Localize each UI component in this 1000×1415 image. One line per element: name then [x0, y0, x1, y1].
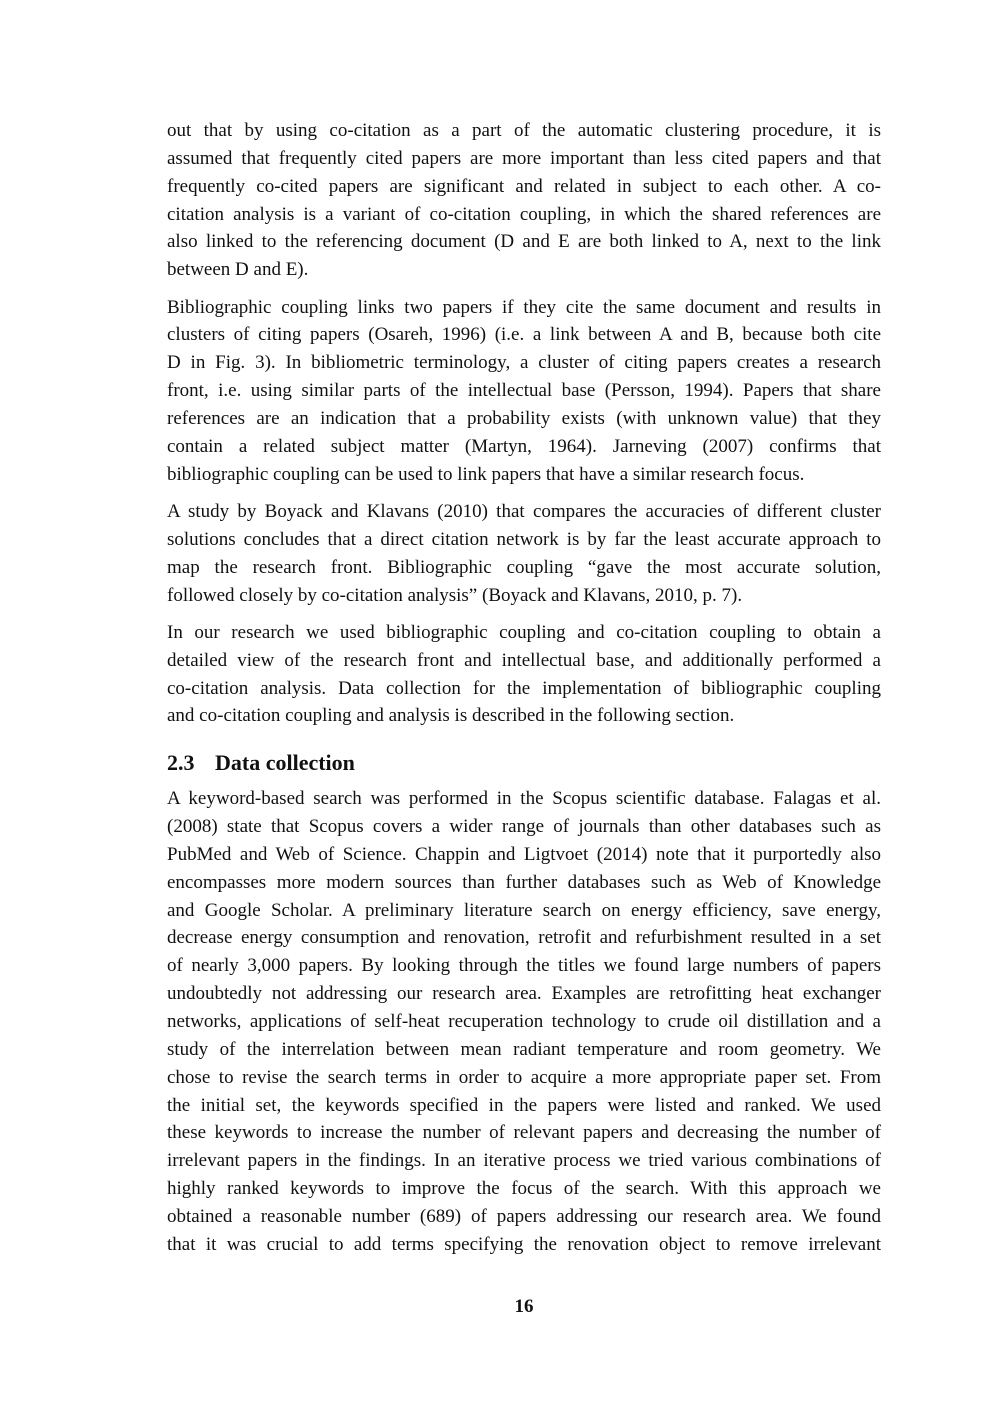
text-line: (2008) state that Scopus covers a wider range of journals than other databases such as [167, 816, 881, 838]
text-line: contain a related subject matter (Martyn, 1964). Jarneving (2007) confirms that [167, 435, 881, 457]
text-line: networks, applications of self-heat recuperation technology to crude oil distillation and a [167, 1010, 881, 1032]
paragraph [167, 498, 881, 609]
text-line: study of the interrelation between mean radiant temperature and room geometry. We [167, 1038, 881, 1060]
paragraph [167, 785, 881, 1258]
text-line: followed closely by co-citation analysis” (Boyack and Klavans, 2010, p. 7). [167, 584, 743, 606]
text-line: obtained a reasonable number (689) of papers addressing our research area. We found [167, 1205, 881, 1227]
paragraphs-top [167, 117, 881, 730]
text-line: citation analysis is a variant of co-citation coupling, in which the shared references are [167, 203, 881, 225]
text-line: also linked to the referencing document (D and E are both linked to A, next to the link [167, 231, 881, 253]
section-heading [167, 748, 881, 778]
text-line: and co-citation coupling and analysis is described in the following section. [167, 705, 735, 727]
text-line: bibliographic coupling can be used to link papers that have a similar research focus. [167, 463, 805, 485]
text-line: frequently co-cited papers are significant and related in subject to each other. A co- [167, 175, 881, 197]
text-line: highly ranked keywords to improve the focus of the search. With this approach we [167, 1178, 881, 1200]
text-line: decrease energy consumption and renovation, retrofit and refurbishment resulted in a set [167, 927, 881, 949]
text-line: PubMed and Web of Science. Chappin and Ligtvoet (2014) note that it purportedly also [167, 843, 881, 865]
text-line: detailed view of the research front and intellectual base, and additionally performed a [167, 649, 881, 671]
text-line: A study by Boyack and Klavans (2010) that compares the accuracies of different cluster [167, 500, 881, 522]
text-line: chose to revise the search terms in order to acquire a more appropriate paper set. From [167, 1066, 881, 1088]
text-line: undoubtedly not addressing our research area. Examples are retrofitting heat exchanger [167, 983, 881, 1005]
text-line: these keywords to increase the number of relevant papers and decreasing the number of [167, 1122, 881, 1144]
text-line: co-citation analysis. Data collection for the implementation of bibliographic coupling [167, 677, 881, 699]
paragraph [167, 117, 881, 284]
text-line: solutions concludes that a direct citation network is by far the least accurate approach to [167, 528, 881, 550]
text-line: D in Fig. 3). In bibliometric terminology, a cluster of citing papers creates a research [167, 352, 881, 374]
page-number: 16 [514, 1296, 534, 1317]
text-line: that it was crucial to add terms specifying the renovation object to remove irrelevant [167, 1233, 881, 1255]
section-number: 2.3 [167, 750, 195, 776]
page-body [167, 117, 881, 1268]
text-line: irrelevant papers in the findings. In an iterative process we tried various combinations of [167, 1150, 881, 1172]
text-line: the initial set, the keywords specified in the papers were listed and ranked. We used [167, 1094, 881, 1116]
text-line: clusters of citing papers (Osareh, 1996) (i.e. a link between A and B, because both cite [167, 324, 881, 346]
paragraph [167, 619, 881, 730]
paragraphs-bottom [167, 785, 881, 1258]
text-line: Bibliographic coupling links two papers if they cite the same document and results in [167, 296, 881, 318]
text-line: map the research front. Bibliographic coupling “gave the most accurate solution, [167, 556, 881, 578]
text-line: of nearly 3,000 papers. By looking through the titles we found large numbers of papers [167, 955, 881, 977]
text-line: front, i.e. using similar parts of the intellectual base (Persson, 1994). Papers that share [167, 380, 881, 402]
text-line: out that by using co-citation as a part of the automatic clustering procedure, it is [167, 120, 881, 141]
text-line: between D and E). [167, 259, 309, 281]
text-line: assumed that frequently cited papers are more important than less cited papers and that [167, 147, 881, 169]
text-line: references are an indication that a probability exists (with unknown value) that they [167, 407, 881, 429]
paragraph [167, 294, 881, 489]
text-line: In our research we used bibliographic coupling and co-citation coupling to obtain a [167, 621, 881, 643]
section-title: Data collection [215, 750, 355, 776]
text-line: A keyword-based search was performed in the Scopus scientific database. Falagas et al. [167, 788, 881, 810]
text-line: and Google Scholar. A preliminary literature search on energy efficiency, save energy, [167, 899, 881, 921]
text-line: encompasses more modern sources than further databases such as Web of Knowledge [167, 871, 881, 893]
